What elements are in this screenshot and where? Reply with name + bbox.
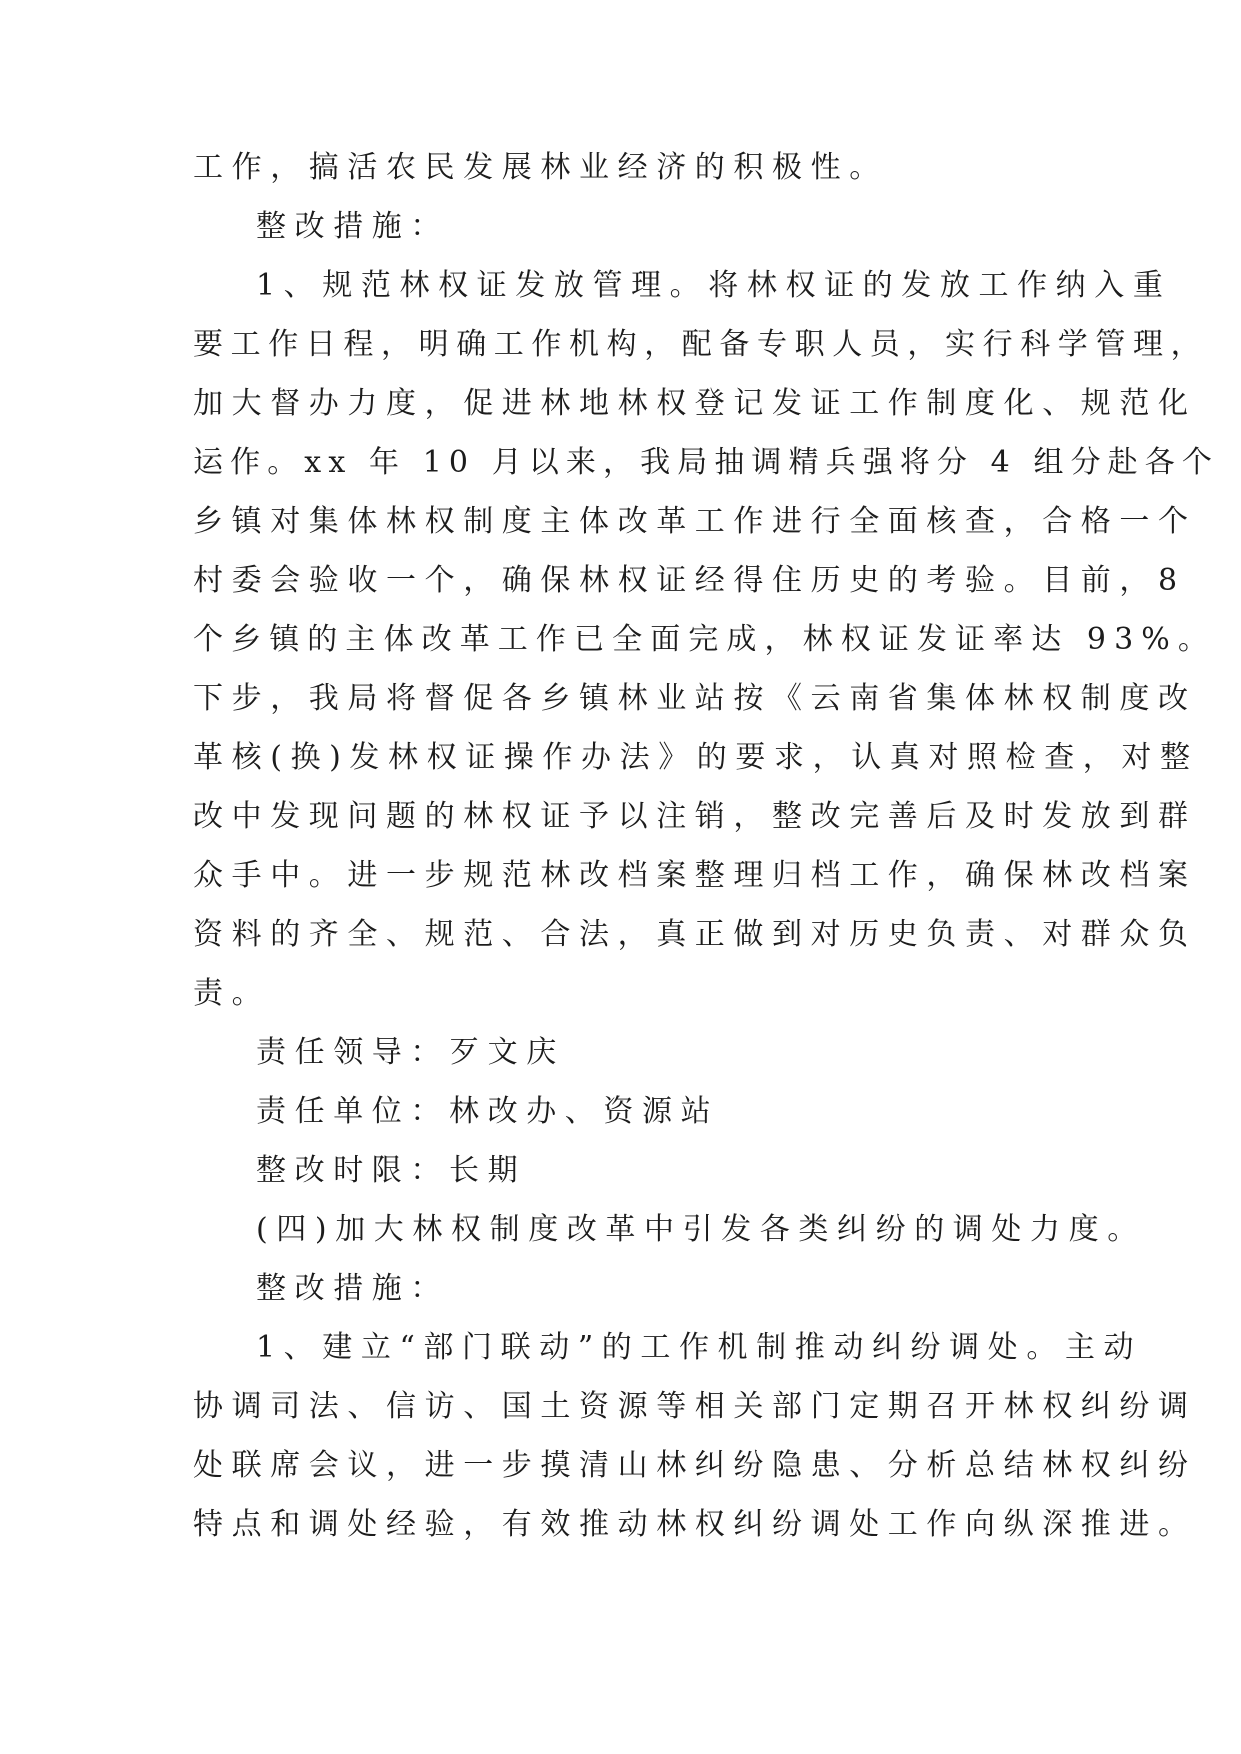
responsible-leader: 责任领导：歹文庆 xyxy=(256,1035,565,1070)
text-line: 特点和调处经验，有效推动林权纠纷调处工作向纵深推进。 xyxy=(193,1507,1197,1542)
text-line: 责。 xyxy=(193,976,271,1011)
text-line: 资料的齐全、规范、合法，真正做到对历史负责、对群众负 xyxy=(193,917,1197,952)
text-line: 运作。xx 年 10 月以来，我局抽调精兵强将分 4 组分赴各个 xyxy=(193,445,1219,480)
text-line: 1、建立“部门联动”的工作机制推动纠纷调处。主动 xyxy=(256,1330,1143,1365)
text-line: 下步，我局将督促各乡镇林业站按《云南省集体林权制度改 xyxy=(193,681,1197,716)
text-line: 革核(换)发林权证操作办法》的要求，认真对照检查，对整 xyxy=(193,740,1199,775)
section-heading: (四)加大林权制度改革中引发各类纠纷的调处力度。 xyxy=(256,1212,1146,1247)
section-heading: 整改措施： xyxy=(256,1271,449,1306)
text-line: 乡镇对集体林权制度主体改革工作进行全面核查，合格一个 xyxy=(193,504,1197,539)
text-line: 1、规范林权证发放管理。将林权证的发放工作纳入重 xyxy=(256,268,1172,303)
text-line: 个乡镇的主体改革工作已全面完成，林权证发证率达 93%。 xyxy=(193,622,1217,657)
text-line: 要工作日程，明确工作机构，配备专职人员，实行科学管理， xyxy=(193,327,1209,362)
text-line: 处联席会议，进一步摸清山林纠纷隐患、分析总结林权纠纷 xyxy=(193,1448,1197,1483)
text-line: 工作，搞活农民发展林业经济的积极性。 xyxy=(193,150,888,185)
rectification-deadline: 整改时限：长期 xyxy=(256,1153,527,1188)
text-line: 协调司法、信访、国土资源等相关部门定期召开林权纠纷调 xyxy=(193,1389,1197,1424)
text-line: 加大督办力度，促进林地林权登记发证工作制度化、规范化 xyxy=(193,386,1197,421)
text-line: 村委会验收一个，确保林权证经得住历史的考验。目前，8 xyxy=(193,563,1186,598)
text-line: 改中发现问题的林权证予以注销，整改完善后及时发放到群 xyxy=(193,799,1197,834)
section-heading: 整改措施： xyxy=(256,209,449,244)
text-line: 众手中。进一步规范林改档案整理归档工作，确保林改档案 xyxy=(193,858,1197,893)
responsible-unit: 责任单位：林改办、资源站 xyxy=(256,1094,720,1129)
